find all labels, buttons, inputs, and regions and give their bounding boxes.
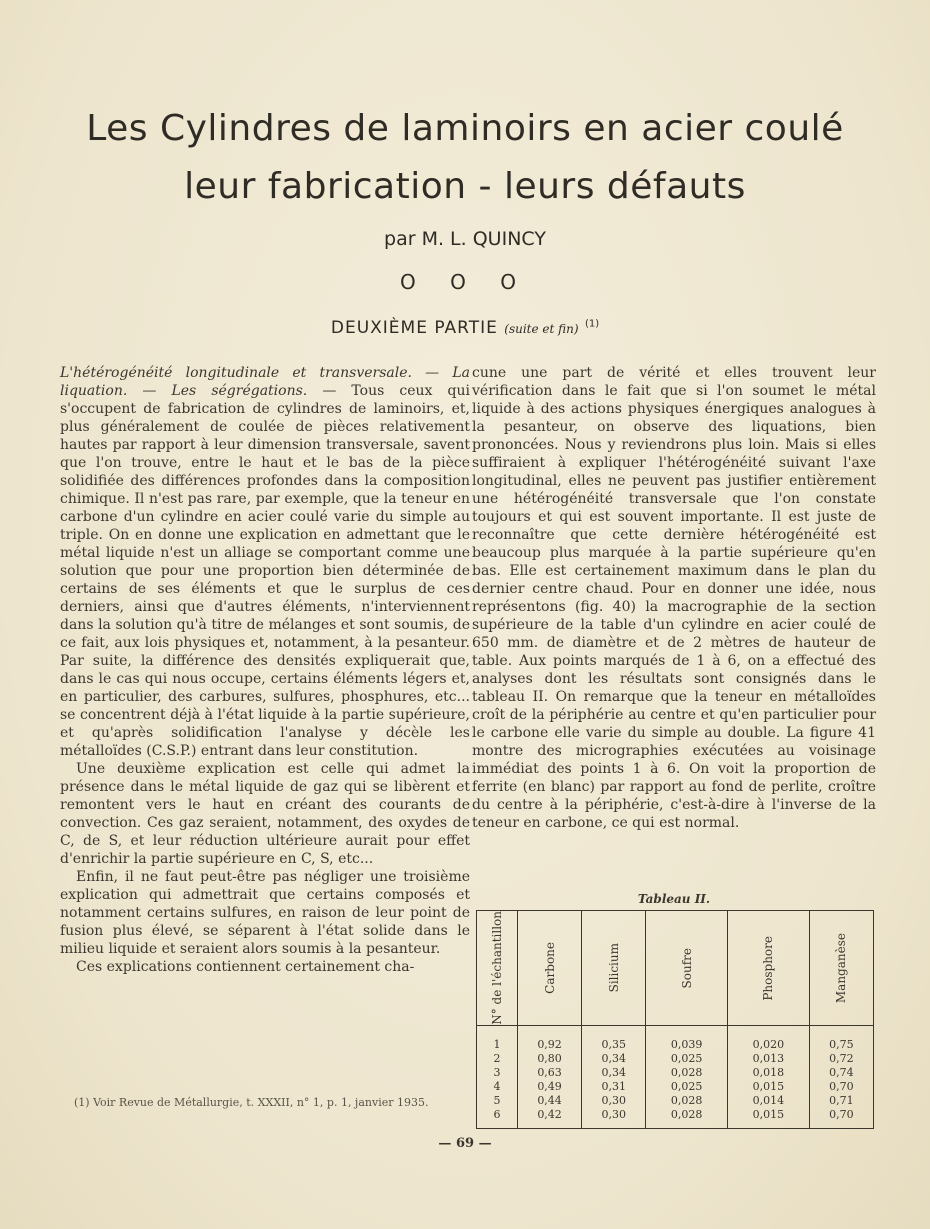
header-silicon: Silicium <box>606 943 621 993</box>
table-cell: 5 <box>493 1093 501 1107</box>
article-title-line-1: Les Cylindres de laminoirs en acier coulé <box>86 108 844 149</box>
table-cell: 0,75 <box>809 1025 873 1052</box>
paragraph: Une deuxième explication est celle qui admet la présence dans le métal liquide de gaz qui se libèrent et remontent vers le haut en créant des courants de convection. Ces gaz seraient, notamment, des oxydes de C, de S, et leur réduction ultérieure aurait pour effet d'enrichir la partie supérieure en C, S, etc... <box>60 761 470 867</box>
column-header <box>582 911 646 1026</box>
article-title-line-2: leur fabrication - leurs défauts <box>184 166 746 207</box>
table-cell: 0,028 <box>646 1108 728 1129</box>
header-sample: N° de l'échantillon <box>490 911 504 1025</box>
table-cell: 0,015 <box>728 1108 810 1129</box>
part-suffix: (suite et fin) <box>504 322 579 336</box>
separator-ornament: O O O <box>400 270 530 294</box>
header-sulfur: Soufre <box>679 947 694 989</box>
header-manganese: Manganèse <box>834 932 849 1003</box>
table-cell: 0,039 <box>646 1025 728 1052</box>
table-cell: 0,018 <box>728 1066 810 1080</box>
table-cell: 0,42 <box>518 1108 582 1129</box>
column-header <box>809 911 873 1026</box>
column-header <box>728 911 810 1026</box>
footnote-ref: (1) <box>584 318 600 330</box>
table-cell: 0,92 <box>518 1025 582 1052</box>
table-cell: 0,31 <box>582 1080 646 1094</box>
table-cell: 0,020 <box>728 1025 810 1052</box>
header-phosphorus: Phosphore <box>761 935 776 1001</box>
table-cell: 1 <box>493 1037 501 1051</box>
table-row <box>477 1052 874 1066</box>
table-row <box>477 1094 874 1108</box>
table-row <box>477 1108 874 1129</box>
table-cell: 0,34 <box>582 1066 646 1080</box>
right-column <box>472 364 876 832</box>
column-header <box>518 911 582 1026</box>
table-cell: 3 <box>493 1065 501 1079</box>
table-cell: 0,35 <box>582 1025 646 1052</box>
analysis-table <box>476 910 874 1129</box>
table-cell: 0,74 <box>809 1066 873 1080</box>
table-cell: 0,72 <box>809 1052 873 1066</box>
paragraph <box>60 364 470 760</box>
table-row <box>477 1025 874 1052</box>
paragraph: Ces explications contiennent certainement cha- <box>76 959 415 975</box>
table-cell: 0,025 <box>646 1080 728 1094</box>
table-cell: 4 <box>493 1079 501 1093</box>
table-cell: 0,49 <box>518 1080 582 1094</box>
table-cell: 0,013 <box>728 1052 810 1066</box>
part-heading <box>0 318 930 338</box>
table-cell: 0,015 <box>728 1080 810 1094</box>
table-cell: 0,71 <box>809 1094 873 1108</box>
section-lead: L'hétérogénéité longitudinale et transversale. — La liquation. — Les ségrégations. <box>60 365 470 399</box>
table-cell: 0,30 <box>582 1094 646 1108</box>
table-cell: 0,014 <box>728 1094 810 1108</box>
table-cell: 0,70 <box>809 1080 873 1094</box>
table-cell: 6 <box>493 1107 501 1121</box>
footnote: (1) Voir Revue de Métallurgie, t. XXXII, n° 1, p. 1, janvier 1935. <box>74 1096 429 1109</box>
table-cell: 0,025 <box>646 1052 728 1066</box>
column-header <box>477 911 518 1026</box>
part-label: DEUXIÈME PARTIE <box>330 318 498 338</box>
table-row <box>477 1080 874 1094</box>
table-cell: 0,34 <box>582 1052 646 1066</box>
left-column <box>60 364 470 976</box>
column-header <box>646 911 728 1026</box>
table-caption: Tableau II. <box>637 892 711 906</box>
table-cell: 0,30 <box>582 1108 646 1129</box>
page-number: — 69 — <box>438 1136 492 1151</box>
table-cell: 0,028 <box>646 1094 728 1108</box>
table-row <box>477 1066 874 1080</box>
author: par M. L. QUINCY <box>384 228 546 250</box>
table-cell: 2 <box>493 1051 501 1065</box>
header-carbon: Carbone <box>542 941 557 994</box>
table-header-row <box>477 911 874 1026</box>
table-cell: 0,80 <box>518 1052 582 1066</box>
table-cell: 0,70 <box>809 1108 873 1129</box>
table-cell: 0,028 <box>646 1066 728 1080</box>
paragraph-text: — Tous ceux qui s'occupent de fabrication de cylindres de laminoirs, et, plus généralement de coulée de pièces relativement hautes par rapport à leur dimension transversale, savent que l'on trouve, entre le haut et le bas de la pièce solidifiée des différences profondes dans la composition chimique. Il n'est pas rare, par exemple, que la teneur en carbone d'un cylindre en acier coulé varie du simple au triple. On en donne une explication en admettant que le métal liquide n'est un alliage se comportant comme une solution que pour une proportion bien déterminée de certains de ses éléments et que le surplus de ces derniers, ainsi que d'autres éléments, n'interviennent dans la solution qu'à titre de mélanges et sont soumis, de ce fait, aux lois physiques et, notamment, à la pesanteur. Par suite, la différence des densités expliquerait que, dans le cas qui nous occupe, certains éléments légers et, en particulier, des carbures, sulfures, phosphures, etc... se concentrent déjà à l'état liquide à la partie supérieure, et qu'après solidification l'analyse y décèle les métalloïdes (C.S.P.) entrant dans leur constitution. <box>60 383 470 759</box>
paragraph: cune une part de vérité et elles trouvent leur vérification dans le fait que si l'on soumet le métal liquide à des actions physiques énergiques analogues à la pesanteur, on observe des liquations, bien prononcées. Nous y reviendrons plus loin. Mais si elles suffiraient à expliquer l'hétérogénéité suivant l'axe longitudinal, elles ne peuvent pas justifier entièrement une hétérogénéité transversale que l'on constate toujours et qui est souvent importante. Il est juste de reconnaître que cette dernière hétérogénéité est beaucoup plus marquée à la partie supérieure qu'en bas. Elle est certainement maximum dans le plan du dernier centre chaud. Pour en donner une idée, nous représentons (fig. 40) la macrographie de la section supérieure de la table d'un cylindre en acier coulé de 650 mm. de diamètre et de 2 mètres de hauteur de table. Aux points marqués de 1 à 6, on a effectué des analyses dont les résultats sont consignés dans le tableau II. On remarque que la teneur en métalloïdes croît de la périphérie au centre et qu'en particulier pour le carbone elle varie du simple au double. La figure 41 montre des micrographies exécutées au voisinage immédiat des points 1 à 6. On voit la proportion de ferrite (en blanc) par rapport au fond de perlite, croître du centre à la périphérie, c'est-à-dire à l'inverse de la teneur en carbone, ce qui est normal. <box>472 365 876 831</box>
table-cell: 0,44 <box>518 1094 582 1108</box>
paragraph: Enfin, il ne faut peut-être pas négliger une troisième explication qui admettrait que certains composés et notamment certains sulfures, en raison de leur point de fusion plus élevé, se séparent à l'état solide dans le milieu liquide et seraient alors soumis à la pesanteur. <box>60 869 470 957</box>
table-cell: 0,63 <box>518 1066 582 1080</box>
